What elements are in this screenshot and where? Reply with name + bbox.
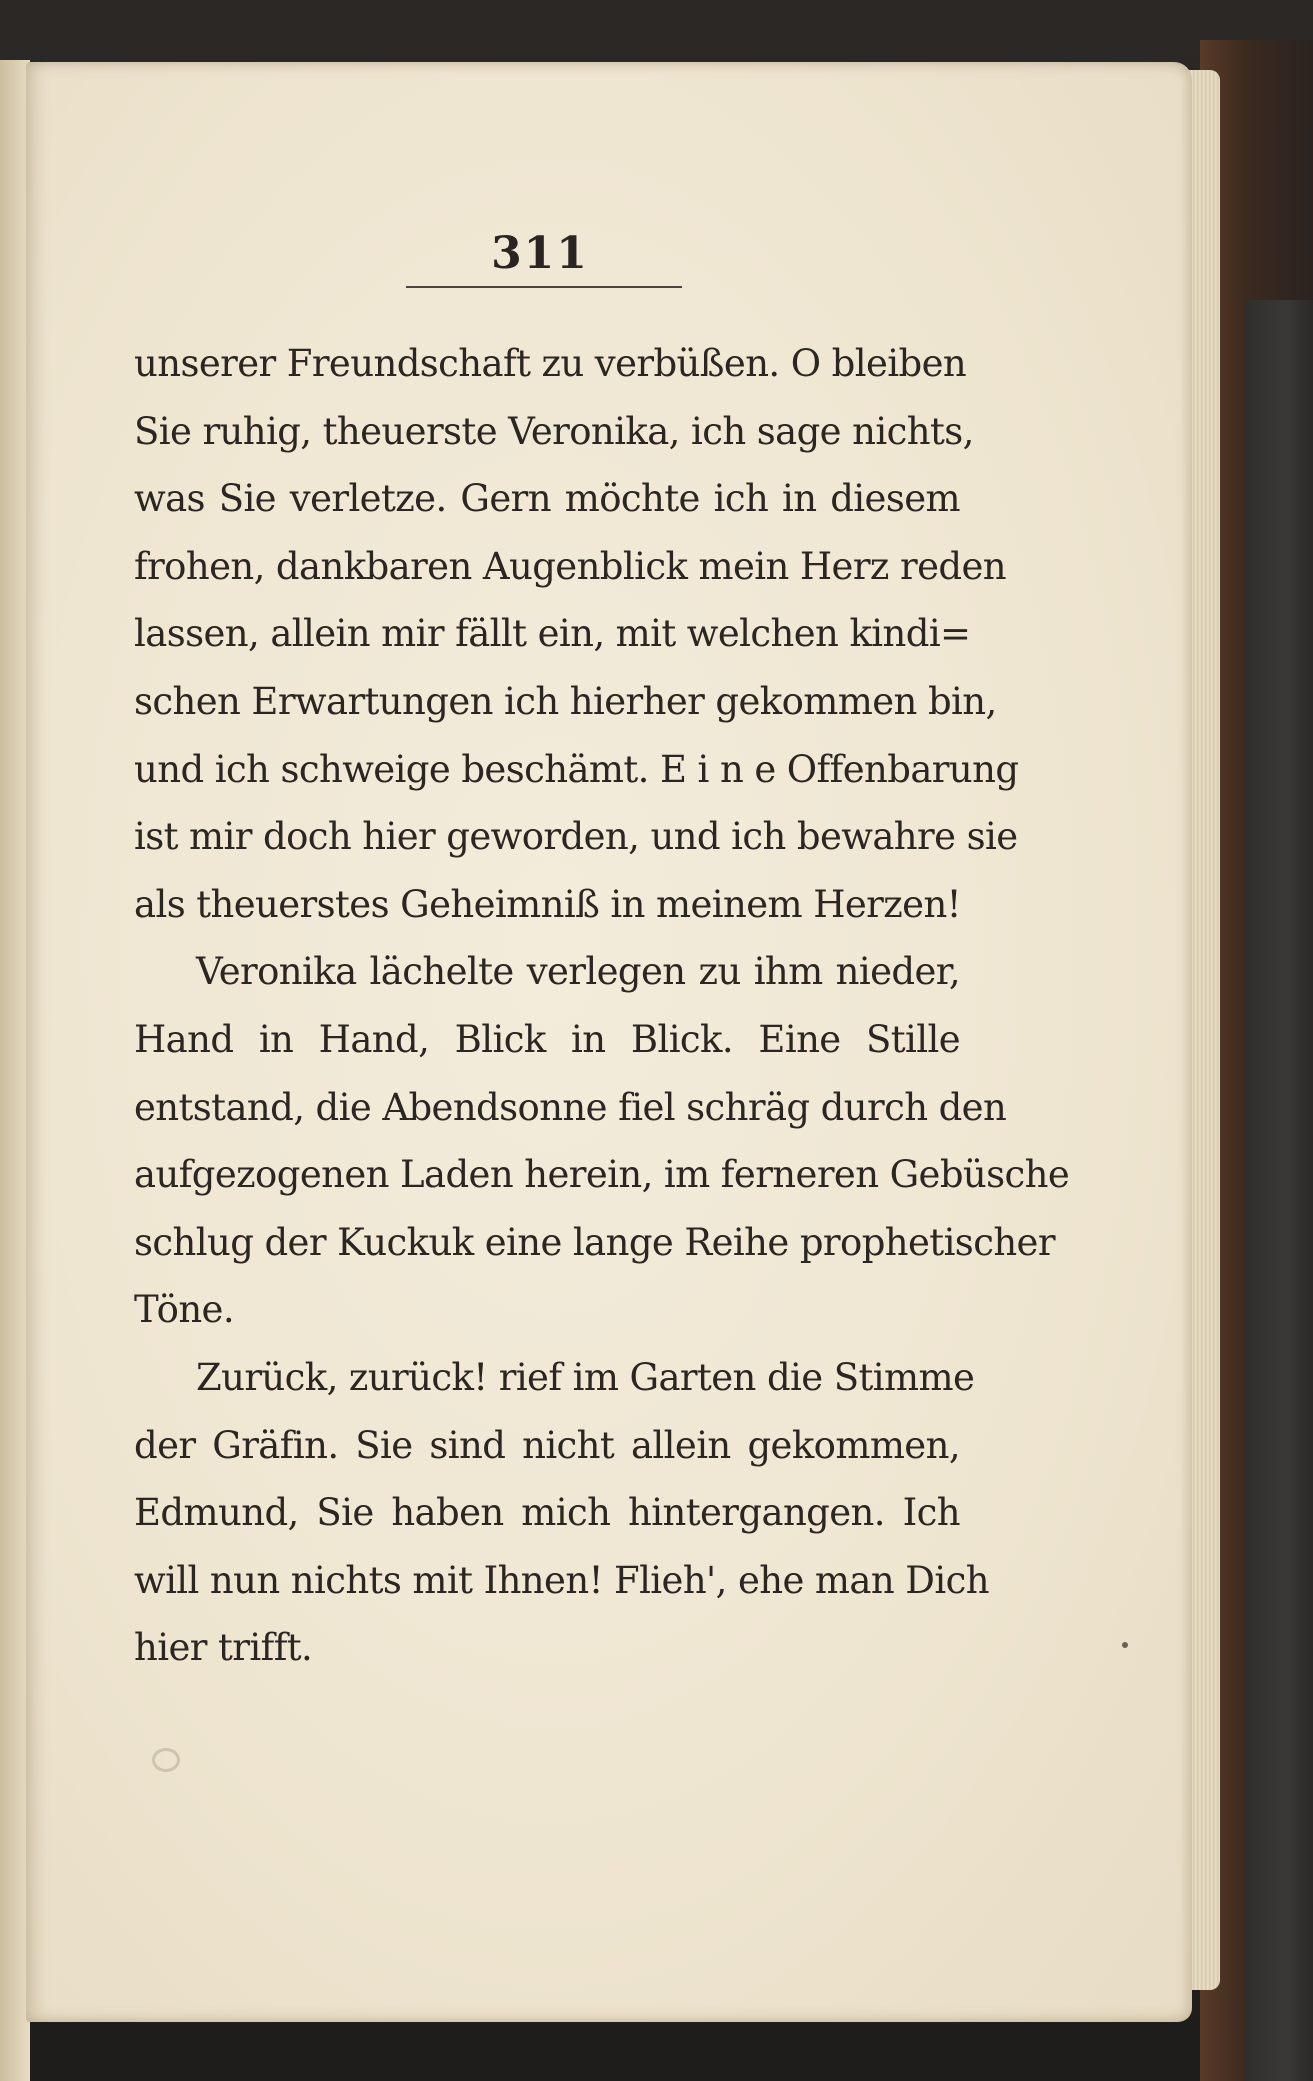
- text-line: schen Erwartungen ich hierher gekommen bin,: [134, 679, 997, 723]
- text-line: aufgezogenen Laden herein, im ferneren Gebüsche: [134, 1153, 1070, 1197]
- text-line: Zurück, zurück! rief im Garten die Stimme: [196, 1355, 975, 1399]
- text-line: der Gräfin. Sie sind nicht allein gekommen,: [134, 1423, 960, 1467]
- text-line: Hand in Hand, Blick in Blick. Eine Stille: [134, 1017, 960, 1061]
- text-line: unserer Freundschaft zu verbüßen. O bleiben: [134, 342, 967, 385]
- text-line: hier trifft.: [134, 1626, 313, 1670]
- text-line: ist mir doch hier geworden, und ich bewahre sie: [134, 815, 1018, 859]
- cover-board: [1245, 300, 1313, 2081]
- text-line: und ich schweige beschämt. E i n e Offenbarung: [134, 747, 1019, 791]
- text-line: Töne.: [134, 1288, 235, 1332]
- paper-stain: [152, 1748, 180, 1772]
- text-line: lassen, allein mir fällt ein, mit welchen kindi=: [134, 612, 971, 656]
- text-line: Edmund, Sie haben mich hintergangen. Ich: [134, 1491, 960, 1535]
- header-rule: [406, 286, 682, 288]
- text-line: was Sie verletze. Gern möchte ich in diesem: [134, 477, 960, 521]
- text-line: entstand, die Abendsonne fiel schräg durch den: [134, 1085, 1007, 1129]
- body-text: [134, 330, 1070, 1682]
- text-line: Sie ruhig, theuerste Veronika, ich sage nichts,: [134, 409, 974, 453]
- page-number: 311: [491, 228, 589, 279]
- text-line: schlug der Kuckuk eine lange Reihe prophetischer: [134, 1220, 1055, 1264]
- text-line: als theuerstes Geheimniß in meinem Herzen!: [134, 882, 961, 926]
- text-line: frohen, dankbaren Augenblick mein Herz reden: [134, 544, 1006, 588]
- text-line: will nun nichts mit Ihnen! Flieh', ehe man Dich: [134, 1558, 989, 1602]
- paper-speck: [1122, 1642, 1128, 1648]
- text-line: Veronika lächelte verlegen zu ihm nieder,: [196, 950, 960, 994]
